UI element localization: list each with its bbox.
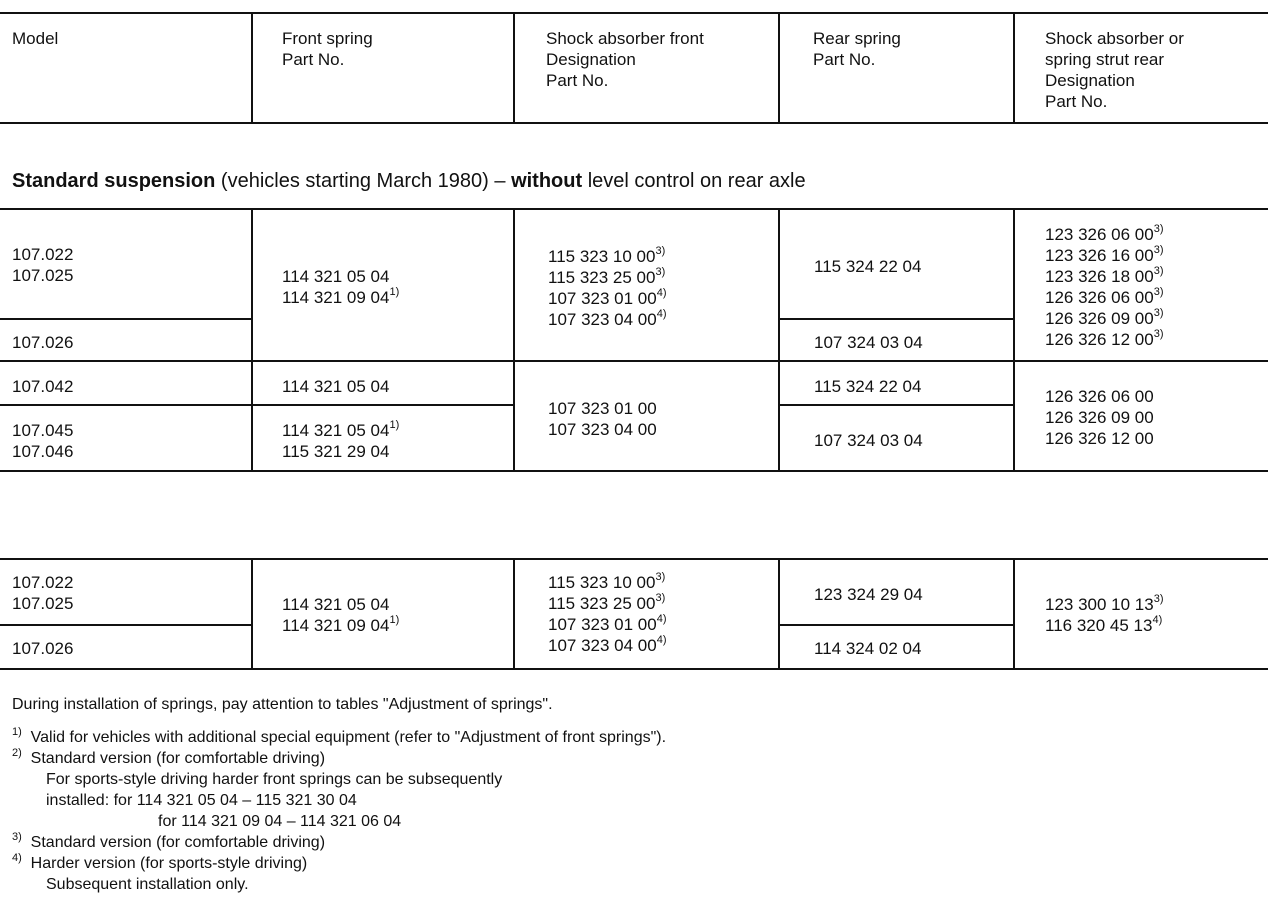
table3-divider (1013, 558, 1015, 670)
header-shock-rear: Shock absorber or spring strut rear Designation Part No. (1045, 29, 1184, 111)
table3-models-a: 107.022 107.025 (12, 573, 74, 613)
header-top-rule (0, 12, 1268, 14)
footnote-4-line: Subsequent installation only. (46, 876, 249, 893)
table2-rear-spring-a: 115 324 22 04 (814, 377, 922, 396)
table2-models-b: 107.045 107.046 (12, 421, 74, 461)
table2-rear-split (778, 404, 1013, 406)
section-title-bold: Standard suspension (12, 170, 216, 192)
table3-divider (251, 558, 253, 670)
table2-model-a: 107.042 (12, 377, 74, 396)
table1-divider (251, 208, 253, 362)
table2-divider (513, 360, 515, 472)
header-divider (1013, 12, 1015, 124)
footnotes (12, 694, 666, 895)
table3-front-spring: 114 321 05 04 114 321 09 04$^{1)}$ (282, 595, 400, 635)
table2-model-split (0, 404, 513, 406)
header-divider (251, 12, 253, 124)
table3-rear-split (778, 624, 1013, 626)
table1-rear-spring-b: 107 324 03 04 (814, 333, 923, 352)
table2-divider (1013, 360, 1015, 472)
section-title (12, 170, 806, 193)
footnote-2: $^{2)}$ Standard version (for comfortable driving) (12, 746, 326, 767)
table1-divider (513, 208, 515, 362)
table1-models-a: 107.022 107.025 (12, 245, 74, 285)
table2-divider (778, 360, 780, 472)
table3-top-rule (0, 558, 1268, 560)
table3-model-split (0, 624, 251, 626)
table2-divider (251, 360, 253, 472)
table3-shock-front: 115 323 10 00$^{3)}$ 115 323 25 00$^{3)}$ 107 323 01 00$^{4)}$ 107 323 04 00$^{4)}$ (548, 571, 667, 655)
table1-shock-front: 115 323 10 00$^{3)}$ 115 323 25 00$^{3)}$ 107 323 01 00$^{4)}$ 107 323 04 00$^{4)}$ (548, 245, 667, 329)
footnote-4: $^{4)}$ Harder version (for sports-style driving) (12, 851, 308, 872)
header-divider (513, 12, 515, 124)
table1-divider (778, 208, 780, 362)
table2-rear-spring-b: 107 324 03 04 (814, 431, 923, 450)
table1-divider (1013, 208, 1015, 362)
table2-shock-front: 107 323 01 00 107 323 04 00 (548, 399, 657, 439)
header-bottom-rule (0, 122, 1268, 124)
section-title-text: (vehicles starting March 1980) – (215, 170, 512, 192)
table2-front-spring-a: 114 321 05 04 (282, 377, 390, 396)
table2-front-spring-b: 114 321 05 04$^{1)}$ 115 321 29 04 (282, 419, 400, 461)
header-rear-spring: Rear spring Part No. (813, 29, 901, 69)
table3-bottom-rule (0, 668, 1268, 670)
header-divider (778, 12, 780, 124)
table3-shock-rear: 123 300 10 13$^{3)}$ 116 320 45 13$^{4)}$ (1045, 593, 1164, 635)
footnote-2-line: for 114 321 09 04 – 114 321 06 04 (158, 813, 402, 830)
footnote-2-line: installed: for 114 321 05 04 – 115 321 30 04 (46, 792, 357, 809)
table2-shock-rear: 126 326 06 00 126 326 09 00 126 326 12 00 (1045, 387, 1154, 448)
table3-divider (778, 558, 780, 670)
note-intro: During installation of springs, pay attention to tables "Adjustment of springs". (12, 696, 553, 713)
table1-bottom-rule (0, 360, 1268, 362)
table1-front-spring: 114 321 05 04 114 321 09 04$^{1)}$ (282, 267, 400, 307)
table1-rear-spring-a: 115 324 22 04 (814, 257, 922, 276)
header-shock-front: Shock absorber front Designation Part No. (546, 29, 704, 90)
table1-models-b: 107.026 (12, 333, 74, 352)
footnote-1: $^{1)}$ Valid for vehicles with additional special equipment (refer to "Adjustment of front springs"). (12, 725, 667, 746)
table1-shock-rear: 123 326 06 00$^{3)}$ 123 326 16 00$^{3)}$ 123 326 18 00$^{3)}$ 126 326 06 00$^{3)}$ 126 326 09 00$^{3)}$ 126 326 12 00$^{3)}$ (1045, 223, 1164, 349)
table3-divider (513, 558, 515, 670)
header-front-spring: Front spring Part No. (282, 29, 373, 69)
section-title-bold: without (511, 170, 583, 192)
footnote-2-line: For sports-style driving harder front springs can be subsequently (46, 771, 503, 788)
header-model: Model (12, 29, 59, 48)
table2-bottom-rule (0, 470, 1268, 472)
table3-rear-spring-b: 114 324 02 04 (814, 639, 922, 658)
table3-rear-spring-a: 123 324 29 04 (814, 585, 923, 604)
section-title-text: level control on rear axle (582, 170, 806, 192)
footnote-3: $^{3)}$ Standard version (for comfortable driving) (12, 830, 326, 851)
table1-top-rule (0, 208, 1268, 210)
table1-rear-split (778, 318, 1013, 320)
table1-model-split (0, 318, 251, 320)
table3-models-b: 107.026 (12, 639, 74, 658)
